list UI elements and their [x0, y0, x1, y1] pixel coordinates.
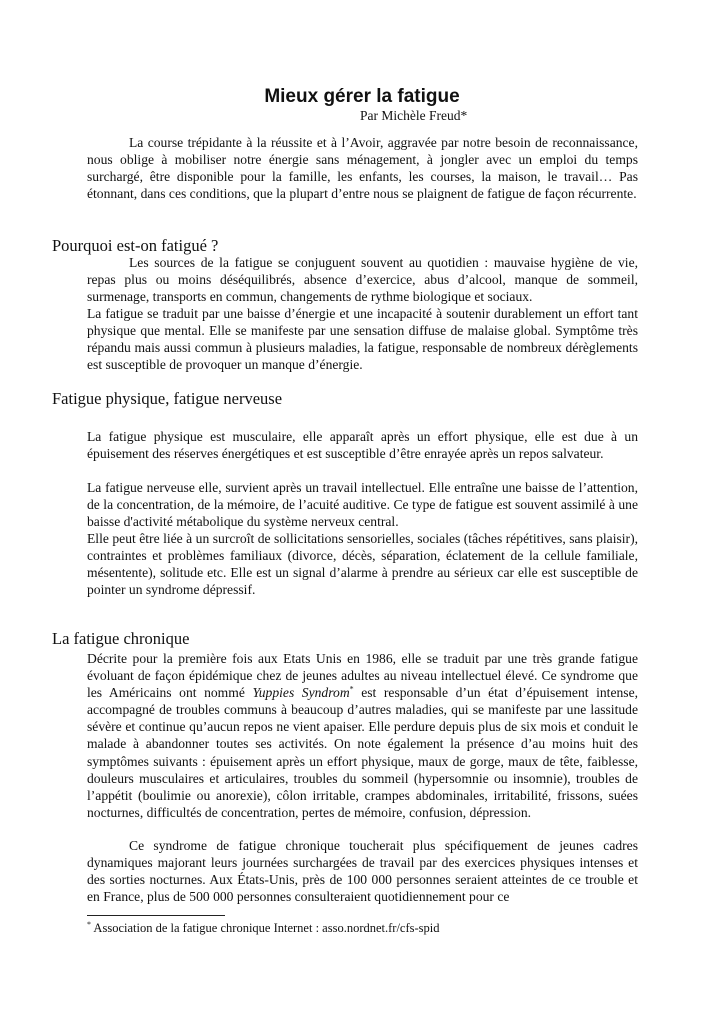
footnote-marker: *	[87, 919, 91, 929]
footnote	[87, 920, 440, 936]
section2-paragraph-2: La fatigue nerveuse elle, survient après un travail intellectuel. Elle entraîne une baisse de l’attention, de la concentration, de la mémoire, de l’acuité auditive. Ce type de fatigue est souvent assimilé à une baisse d'activité métabolique du système nerveux central.	[87, 480, 638, 530]
section1-paragraph-2: La fatigue se traduit par une baisse d’énergie et une incapacité à soutenir durablement un effort tant physique que mental. Elle se manifeste par une sensation diffuse de malaise global. Symptôme très répandu mais aussi commun à plusieurs maladies, la fatigue, responsable de nombreux dérèglements est susceptible de provoquer un manque d’énergie.	[87, 306, 638, 373]
section2-paragraph-1: La fatigue physique est musculaire, elle apparaît après un effort physique, elle est due à un épuisement des réserves énergétiques et est susceptible d’être enrayée après un repos salvateur.	[87, 429, 638, 462]
section-heading-fatigue-physique: Fatigue physique, fatigue nerveuse	[52, 389, 283, 408]
section2-paragraph-3: Elle peut être liée à un surcroît de sollicitations sensorielles, sociales (tâches répétitives, sans plaisir), contraintes et problèmes familiaux (divorce, décès, séparation, éclatement de la cellule familiale, mésentente), solitude etc. Elle est un signal d’alarme à prendre au sérieux car elle est susceptible de pointer un syndrome dépressif.	[87, 531, 638, 598]
footnote-separator	[87, 915, 225, 916]
intro-paragraph: La course trépidante à la réussite et à l’Avoir, aggravée par notre besoin de reconnaissance, nous oblige à mobiliser notre énergie sans ménagement, à jongler avec un emploi du temps surchargé, être disponible pour la famille, les enfants, les courses, la maison, le travail… Pas étonnant, dans ces conditions, que la plupart d’entre nous se plaignent de fatigue de façon récurrente.	[87, 135, 638, 202]
footnote-text: Association de la fatigue chronique Internet : asso.nordnet.fr/cfs-spid	[91, 921, 440, 935]
section3-p1-text-a: Décrite pour la première fois aux Etats Unis en 1986, elle se traduit par une très grande fatigue évoluant de façon épidémique chez de jeunes adultes au niveau intellectuel élevé. Ce syndrome que les Américains ont nommé	[87, 651, 638, 701]
document-title: Mieux gérer la fatigue	[264, 86, 460, 107]
section3-paragraph-1	[87, 650, 638, 821]
section-heading-fatigue-chronique: La fatigue chronique	[52, 629, 190, 648]
section3-p1-text-b: est responsable d’un état d’épuisement intense, accompagné de troubles communs à beaucoup d’autres maladies, qui se manifeste par une lassitude sévère et continue qu’aucun repos ne vient apaiser. Elle perdure depuis plus de six mois et conduit le malade à abandonner toutes ses activités. On note également la présence d’au moins huit des symptômes suivants : épuisement après un effort physique, maux de gorge, maux de tête, faiblesse, douleurs musculaires et articulaires, troubles du sommeil (hypersomnie ou insomnie), troubles de l’appétit (boulimie ou anorexie), côlon irritable, crampes abdominales, irritabilité, frissons, suées nocturnes, difficultés de concentration, pertes de mémoire, confusion, dépression.	[87, 685, 639, 820]
author-byline: Par Michèle Freud*	[360, 108, 468, 123]
section3-paragraph-2: Ce syndrome de fatigue chronique toucherait plus spécifiquement de jeunes cadres dynamiques majorant leurs journées surchargées de travail par des exercices physiques intenses et des sorties nocturnes. Aux États-Unis, près de 100 000 personnes seraient atteintes de ce trouble et en France, plus de 500 000 personnes consulteraient quotidiennement pour ce	[87, 838, 638, 905]
section1-paragraph-1: Les sources de la fatigue se conjuguent souvent au quotidien : mauvaise hygiène de vie, repas plus ou moins déséquilibrés, absence d’exercice, abus d’alcool, manque de sommeil, surmenage, transports en commun, changements de rythme biologique et sociaux.	[87, 255, 638, 305]
footnote-reference: *	[349, 684, 354, 694]
yuppies-syndrom-term: Yuppies Syndrom	[252, 685, 350, 701]
section-heading-pourquoi: Pourquoi est-on fatigué ?	[52, 236, 219, 255]
